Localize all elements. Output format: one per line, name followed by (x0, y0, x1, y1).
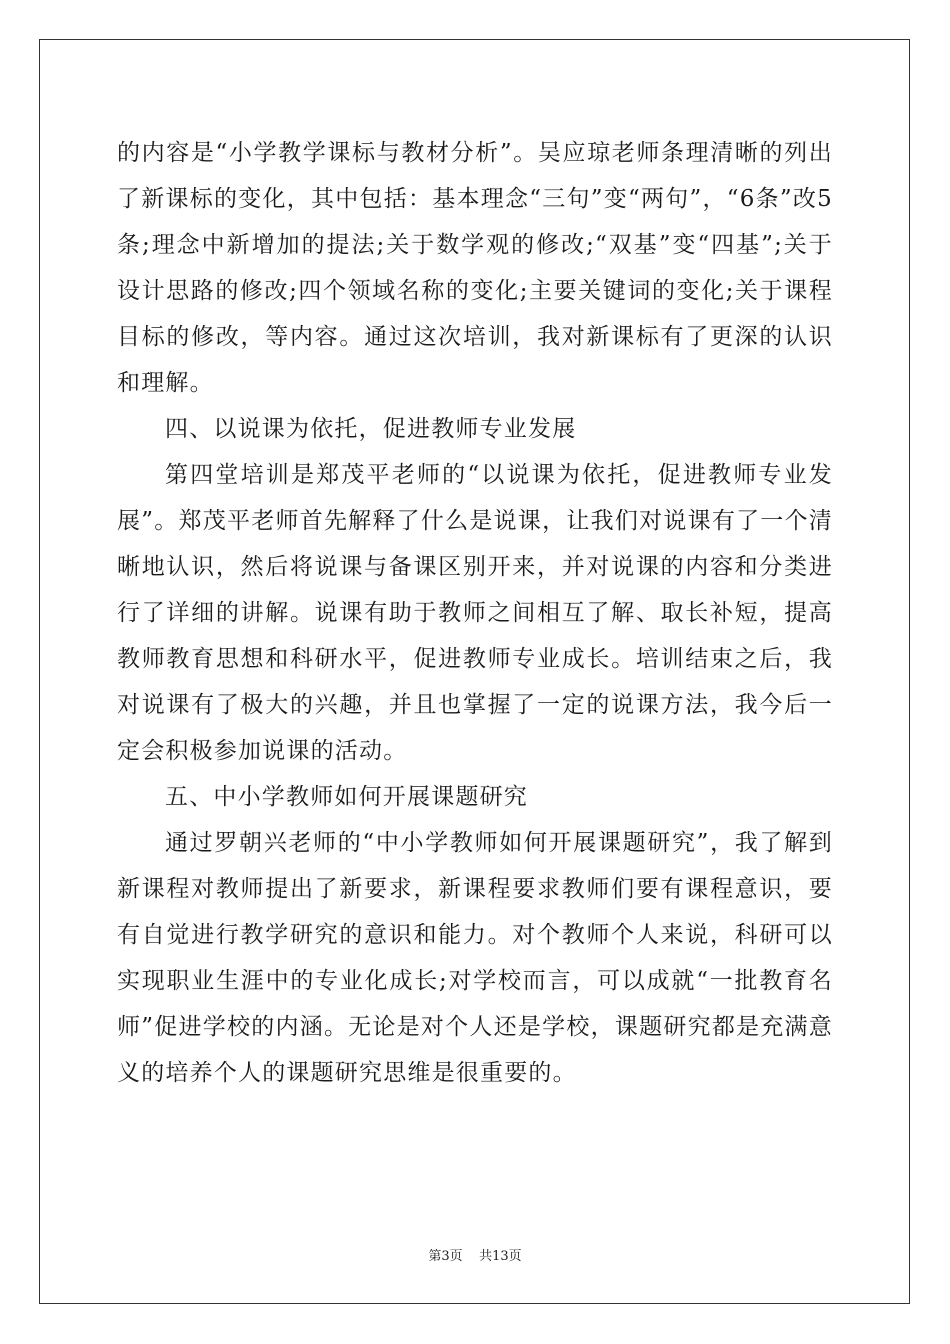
current-page-number: 第3页 (428, 1249, 463, 1264)
document-body (117, 130, 833, 1096)
total-page-count: 共13页 (479, 1249, 522, 1264)
page-footer (0, 1248, 950, 1266)
section-heading-5: 五、中小学教师如何开展课题研究 (165, 784, 528, 810)
paragraph-1: 的内容是“小学教学课标与教材分析”。吴应琼老师条理清晰的列出了新课标的变化，其中包括：基本理念“三句”变“两句”，“6条”改5条;理念中新增加的提法;关于数学观的修改;“双基”变“四基”;关于设计思路的修改;四个领域名称的变化;主要关键词的变化;关于课程目标的修改，等内容。通过这次培训，我对新课标有了更深的认识和理解。 (117, 140, 833, 396)
paragraph-2: 第四堂培训是郑茂平老师的“以说课为依托，促进教师专业发展”。郑茂平老师首先解释了什么是说课，让我们对说课有了一个清晰地认识，然后将说课与备课区别开来，并对说课的内容和分类进行了详细的讲解。说课有助于教师之间相互了解、取长补短，提高教师教育思想和科研水平，促进教师专业成长。培训结束之后，我对说课有了极大的兴趣，并且也掌握了一定的说课方法，我今后一定会积极参加说课的活动。 (117, 462, 833, 764)
section-heading-4: 四、以说课为依托，促进教师专业发展 (165, 416, 577, 442)
paragraph-3: 通过罗朝兴老师的“中小学教师如何开展课题研究”，我了解到新课程对教师提出了新要求，新课程要求教师们要有课程意识，要有自觉进行教学研究的意识和能力。对个教师个人来说，科研可以实现职业生涯中的专业化成长;对学校而言，可以成就“一批教育名师”促进学校的内涵。无论是对个人还是学校，课题研究都是充满意义的培养个人的课题研究思维是很重要的。 (117, 830, 833, 1086)
